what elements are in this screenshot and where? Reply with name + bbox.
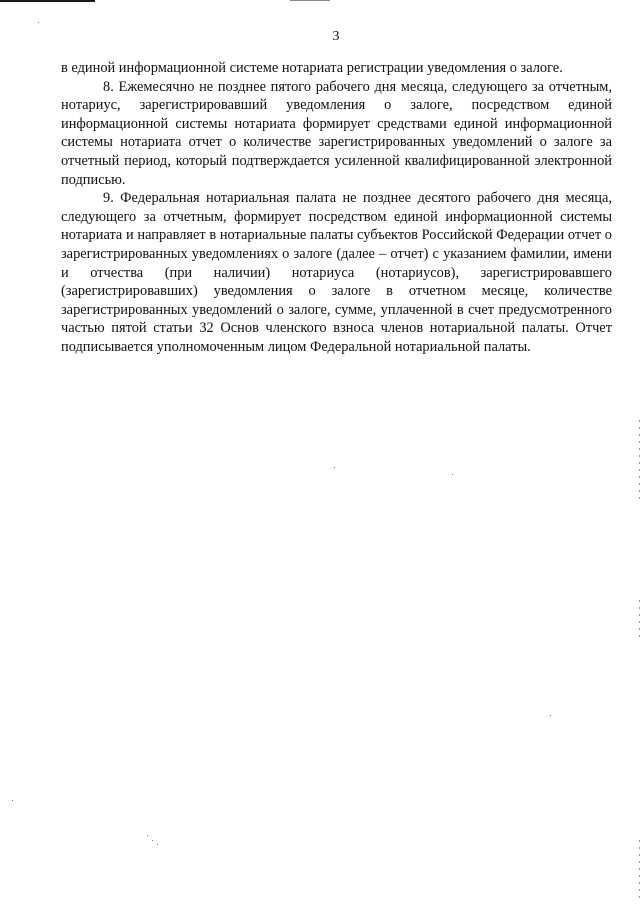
scan-speck [334,467,335,468]
scan-speck [157,844,158,845]
scan-speck [452,474,453,475]
document-body [61,59,612,357]
page-number: 3 [332,29,340,44]
paragraph-item-8: 8. Ежемесячно не позднее пятого рабочего дня месяца, следующего за отчетным, нотариус, зарегистрировавший уведомления о залоге, посредством единой информационной системы нотариата формирует средствами единой информационной системы нотариата отчет о количестве зарегистрированных уведомлений о залоге за отчетный период, который подтверждается усиленной квалифицированной электронной подписью. [61,78,612,188]
scan-edge-mark [290,0,330,1]
scan-speck [38,22,39,23]
scan-speck [152,840,153,841]
paragraph-item-9: 9. Федеральная нотариальная палата не позднее десятого рабочего дня месяца, следующего за отчетным, формирует посредством единой информационной системы нотариата и направляет в нотариальные палаты субъектов Российской Федерации отчет о зарегистрированных уведомлениях о залоге (далее – отчет) с указанием фамилии, имени и отчества (при наличии) нотариуса (нотариусов), зарегистрировавшего (зарегистрировавших) уведомления о залоге в отчетном месяце, количестве зарегистрированных уведомлений о залоге, сумме, уплаченной в счет предусмотренного частью пятой статьи 32 Основ членского взноса членов нотариальной палаты. Отчет подписывается уполномоченным лицом Федеральной нотариальной палаты. [61,190,612,355]
scan-speck [550,715,551,716]
scan-speck [12,800,13,801]
paragraph-continuation: в единой информационной системе нотариата регистрации уведомления о залоге. [61,60,563,76]
scan-edge-mark [0,0,95,2]
scan-speck [147,835,148,836]
